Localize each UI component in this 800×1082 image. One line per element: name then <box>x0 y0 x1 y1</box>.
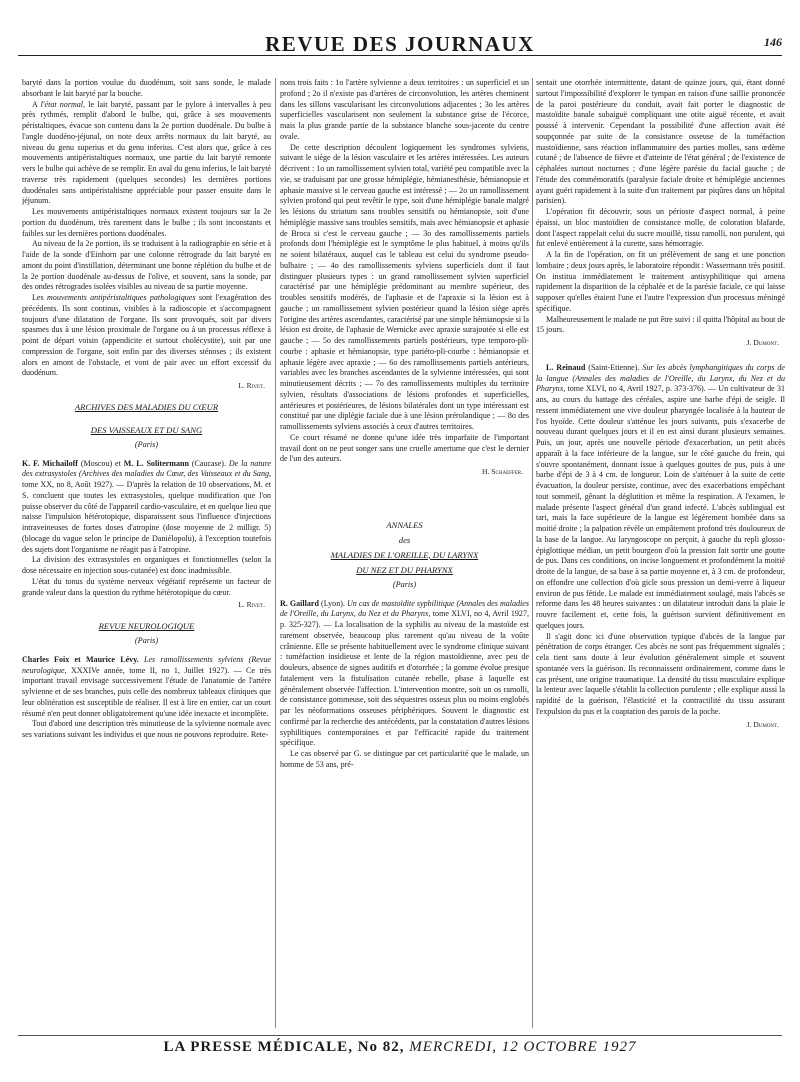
section-subheading: (Paris) <box>392 579 417 589</box>
paragraph: L'état du tonus du système nerveux végétatif représente un facteur de grande valeur dans la question du rythme hétérotopique du cœur. <box>22 576 271 597</box>
article-abstract: L. Reinaud (Saint-Etienne). Sur les abcès lymphangitiques du corps de la langue (Annales des maladies de l'Oreille, du Larynx, du Nez et du Pharynx, tome XLVI, no 4, Avril 1927, p. 373-376). — Un cultivateur de 31 ans, au cours du battage des céréales, aspire une barbe d'épi de seigle. Il ressent immédiatement une vive douleur pharyngée localisée à la hauteur de l'os hyoïde. Cette douleur s'atténue les jours suivants, puis s'exacerbe de nouveau durant quelques jours et il en est ainsi durant plusieurs semaines. Puis, un jour, après une nouvelle période d'exacerbation, un petit abcès apparaît à la face inférieure de la langue, sur le côté gauche du frein, qui s'ouvre spontanément, donnant issue à quelques gouttes de pus, puis à une barbe d'épi de 3 à 4 cm. de longueur. Loin de s'atténuer à la suite de cette évacuation, la douleur persiste, continue, avec des exacerbations empêchant tout sommeil, gênant la déglutition et même la respiration. A l'examen, le malade présente l'aspect général d'un grand infecté. L'abcès sublingual est tari, mais la face supérieure de la langue est légèrement bombée dans sa moitié droite ; la palpation révèle un empâtement profond très douloureux de la base de la langue. Au laryngoscope on perçoit, à gauche du repli glosso-épiglottique médian, un petit bourgeon d'où la pression fait sortir une goutte de pus. Dans ces conditions, on incise longuement et profondément la moitié droite de la langue, de sa base à sa partie moyenne et, à 3 cm. de profondeur, on effondre une collection d'où gicle sous pression un demi-verre à liqueur environ de pus fétide. Le malade est immédiatement soulagé, mais l'abcès se reforme dans les 48 heures suivantes : un dilatateur introduit dans la plaie le rouvre facilement et, cette fois, la guérison survient définitivement en quelques jours. <box>536 362 785 630</box>
section-subheading: (Paris) <box>134 439 159 449</box>
page-number: 146 <box>764 35 782 49</box>
paragraph: La division des extrasystoles en organiques et fonctionnelles (selon la dose nécessaire en injection sous-cutanée) est donc inadmissible. <box>22 555 271 575</box>
paragraph: Les mouvements antipéristaltiques pathologiques sont l'exagération des précédents. Ils sont continus, visibles à la radioscopie et s'accompagnent toujours d'une dilatation de l'organe. Ils sont provoqués, soit par divers spasmes dus à une lésion proximale de l'organe ou à un processus réflexe à point de départ voisin (appendicite et surtout cholécystite), soit par une compression de l'organe, soit enfin par des diverses sténoses ; ils existent alors en amont de l'obstacle, et vont de pair avec un effort excessif du duodénum. <box>22 293 271 378</box>
author-signature: L. Rivet. <box>238 600 265 610</box>
paragraph: sentait une otorrhée intermittente, datant de quinze jours, qui, étant donné surtout l'impossibilité d'explorer le tympan en raison d'une saillie prononcée de la paroi postérieure du conduit, avait fait porter le diagnostic de mastoïdite banale subaiguë compliquant une otite aiguë récente, et avait poussé à intervenir. Cependant la possibilité d'une affection avait été soupçonnée par suite de la consistance osseuse de la tuméfaction mastoïdienne, sans réaction inflammatoire des parties molles, sans œdème cutané ; de l'absence de fièvre et d'atteinte de l'état général ; de l'existence de céphalées surtout nocturnes ; d'une légère parésie du facial gauche ; de l'étude des commémoratifs (paralysie faciale droite et hémiplégie anciennes ayant guéri rapidement à la suite d'un traitement par piqûres dans un hôpital parisien). <box>536 78 785 206</box>
article-abstract: Charles Foix et Maurice Lévy. Les ramollissements sylviens (Revue neurologique, XXXIVe année, tome II, no 1, Juillet 1927). — Ce très important travail envisage successivement l'étude de l'anatomie de l'artère sylvienne et de ses branches, puis celle des nombreux tableaux cliniques que leur oblitération est susceptible de réaliser. Il est à lire en entier, car un court résumé n'en peut donner obligatoirement qu'une idée inexacte et incomplète. <box>22 654 271 718</box>
column-left <box>22 78 271 1028</box>
page-title: REVUE DES JOURNAUX <box>265 32 535 56</box>
page-header <box>18 30 782 56</box>
paragraph: Ce court résumé ne donne qu'une idée très imparfaite de l'important travail dont on ne peut songer sans une cruelle amertume que c'est le dernier de l'un des auteurs. <box>280 432 529 464</box>
section-heading: DES VAISSEAUX ET DU SANG <box>90 424 203 435</box>
paragraph: Il s'agit donc ici d'une observation typique d'abcès de la langue par pénétration de corps étranger. Ces abcès ne sont pas fréquemment signalés ; cela tient sans doute à leur évolution généralement simple et souvent spontanée vers la guérison. Ils reconnaissent ordinairement, comme dans le cas présent, une origine traumatique. La densité du tissu musculaire explique la lenteur avec laquelle s'établit la collection purulente ; elle explique aussi la rapidité de la guérison, l'élasticité et la contractilité du tissu assurant l'expulsion du pus et la coaptation des parois de la poche. <box>536 631 785 716</box>
paragraph: Les mouvements antipéristaltiques normaux existent toujours sur la 2e portion du duodénum, très rarement dans le bulbe ; ils sont inconstants et faibles sur les dernières portions duodénales. <box>22 207 271 238</box>
paragraph: Le cas observé par G. se distingue par cet particularité que le malade, un homme de 53 ans, pré- <box>280 749 529 769</box>
paragraph: A l'état normal, le lait baryté, passant par le pylore à intervalles à peu près rythmés, remplit d'abord le bulbe, qui, grâce à ses mouvements péristaltiques, évacue son contenu dans la 2e portion duodénale. Du bulbe à l'angle duodéno-jéjunal, on note deux arrêts normaux du lait baryté, au niveau du genu superius et du genu inferius. C'est alors que, grâce à ces mouvements antipéristaltiques normaux, une partie du lait baryté remonte vers le bulbe qui achève de se remplir. En aval du genu inferius, le lait baryté traverse très rapidement (quelques secondes) les dernières portions duodénales sans antipéristaltisme appréciable pour passer ensuite dans le jéjunum. <box>22 99 271 206</box>
author-signature: J. Dumont. <box>746 719 779 729</box>
section-heading: MALADIES DE L'OREILLE, DU LARYNX <box>330 549 479 560</box>
column-middle <box>280 78 529 1028</box>
column-right <box>536 78 785 1028</box>
paragraph: L'opération fit découvrir, sous un périoste d'aspect normal, à peine épaissi, un bloc mastoïdien de consistance molle, de coloration blafarde, dont l'aspect rappelait celui du sucre mouillé, tissu ramolli, non purulent, qui fut enlevé entièrement à la curette, sans hémorragie. <box>536 207 785 249</box>
paragraph: nons trois faits : 1o l'artère sylvienne a deux territoires : un superficiel et un profond ; 2o il n'existe pas d'artères de circonvolution, les artères cheminent dans les sillons vascularisant les circonvolutions adjacentes ; 3o les artères superficielles vascularisent non seulement la substance grise de l'écorce, mais la plus grande partie de la substance blanche sous-jacente du centre ovale. <box>280 78 529 141</box>
article-abstract: K. F. Michailoff (Moscou) et M. L. Solitermann (Caucase). De la nature des extrasystoles (Archives des maladies du Cœur, des Vaisseaux et du Sang, tome XX, no 8, Août 1927). — D'après la relation de 10 observations, M. et S. concluent que toutes les extrasystoles, quelque modification que l'on puisse observer du côté de l'appareil cardio-vasculaire, et en quelque lieu que naisse l'impulsion hétérotopique, disparaissent sous l'influence d'injections intraveineuses de fortes doses d'atropine (dose moyenne de 2 milligr. 5) (blocage du vague selon le principe de Daniélopolu), à l'exception toutefois des sujets dont l'organisme ne réagit pas à l'atropine. <box>22 458 271 554</box>
paragraph: baryté dans la portion voulue du duodénum, soit sans sonde, le malade absorbant le lait baryté par la bouche. <box>22 78 271 98</box>
text-columns <box>22 78 785 1028</box>
paragraph: A la fin de l'opération, on fit un prélèvement de sang et une ponction lombaire ; deux jours après, le laboratoire répondit : Wassermann très positif. On institua immédiatement le traitement antisyphilitique qui amena rapidement la disparition de la céphalée et de la parésie faciale, ce qui laisse supposer qu'elles étaient l'une et l'autre l'expression d'un processus méningé spécifique. <box>536 250 785 313</box>
footer-date: MERCREDI, 12 OCTOBRE 1927 <box>409 1039 637 1055</box>
paragraph: Au niveau de la 2e portion, ils se traduisent à la radiographie en série et à l'aide de la sonde d'Einhorn par une colonne rétrograde du lait baryté en amont du point d'instillation, déterminant une bonne réplétion du bulbe et de la 2e portion duodénale au-dessus de l'olive, et souvent, sans la sonde, par des ondes rétrogrades isolées visibles au niveau de sa partie moyenne. <box>22 239 271 292</box>
author-signature: L. Rivet. <box>238 381 265 390</box>
column-divider <box>275 78 276 1028</box>
section-heading: REVUE NEUROLOGIQUE <box>98 621 195 631</box>
author-signature: H. Schaeffer. <box>482 467 523 476</box>
footer-journal: LA PRESSE MÉDICALE, No 82, <box>163 1039 405 1055</box>
section-heading: des <box>398 534 411 545</box>
column-divider <box>532 78 533 1028</box>
article-abstract: R. Gaillard (Lyon). Un cas de mastoïdite syphilitique (Annales des maladies de l'Oreille, du Larynx, du Nez et du Pharynx, tome XLVI, no 4, Avril 1927, p. 325-327). — La localisation de la syphilis au niveau de la mastoïde est rarement observée, beaucoup plus rarement qu'au niveau de la voûte crânienne. Elle se présente habituellement avec le syndrome clinique suivant : tuméfaction insidieuse et lente de la région mastoïdienne, avec peu de douleurs, absence de signes auditifs et d'otorrhée ; la gomme évolue presque fatalement vers la fistulisation cutanée rebelle, phase à laquelle est généralement observée l'affection. L'intervention montre, soit un os ramolli, de consistance gommeuse, soit des séquestres osseux plus ou moins englobés par les néoformations osseuses périphériques. Souvent le diagnostic est confirmé par la recherche des antécédents, par la constatation d'autres lésions syphilitiques contemporaines et par l'efficacité rapide du traitement spécifique. <box>280 598 529 748</box>
section-heading: ANNALES <box>386 519 423 530</box>
section-subheading: (Paris) <box>134 636 159 645</box>
section-heading: ARCHIVES DES MALADIES DU CŒUR <box>74 401 219 412</box>
author-signature: J. Dumont. <box>746 338 779 347</box>
page-footer <box>18 1035 782 1059</box>
paragraph: Malheureusement le malade ne put être suivi : il quitta l'hôpital au bout de 15 jours. <box>536 314 785 335</box>
footer-text <box>18 1039 782 1056</box>
footer-rule <box>18 1035 782 1036</box>
paragraph: De cette description découlent logiquement les syndromes sylviens, suivant le siège de la lésion vasculaire et les artères intéressées. Les auteurs décrivent : 1o un ramollissement sylvien total, variété peu compatible avec la vie, se traduisant par une grosse hémiplégie, hémianesthésie, hémianopsie et aphasie massive si le cerveau gauche est intéressé ; — 2o un ramollissement sylvien profond qui peut revêtir le type, soit d'une hémiplégie banale malgré les lésions du striatum sans troubles sensitifs ou hémianopsie, soit d'une hémiplégie massive sans troubles sensitifs, mais avec hémianopsie et aphasie de Broca si c'est le cerveau gauche ; — 3o des ramollissements partiels profonds dont l'hémiplégie est le symptôme le plus habituel, à moins qu'ils ne soient bilatéraux, auquel cas le tableau est celui du syndrome pseudo-bulbaire ; — 4o des ramollissements sylviens superficiels dont il faut distinguer plusieurs types : un grand ramollissement sylvien superficiel caractérisé par une hémiplégie prédominant au membre supérieur, des troubles sensitifs modérés, de l'aphasie et de l'apraxie si la lésion est à gauche ; un ramollissement sylvien postérieur quand la lésion siège après l'origine des artères ascendantes, caractérisé par une simple hémianopsie si la lésion est droite, de l'aphasie de Wernicke avec apraxie surajoutée si elle est gauche ; — 5o des ramollissements partiels postérieurs, type temporo-pli-courbe : aphasie et hémianopsie, type pariéto-pli-courbe : hémianopsie et aphasie légère avec apraxie ; — 6o des ramollissements partiels antérieurs, variables avec les branches ascendantes de la sylvienne intéressées, qui sont minutieusement décrits ; — 7o des ramollissements multiples du territoire sylvien, résultats d'associations de lésions profondes et superficielles, antérieures et postérieures, de lésions bilatérales dont un type intéressant est constitué par une diplégie faciale due à une lésion prérolandique ; — 8o des ramollissements sylviens associés à ceux d'autres territoires. <box>280 142 529 431</box>
paragraph: Tout d'abord une description très minutieuse de la sylvienne normale avec ses variations suivant les individus et que nous ne pouvons reproduire. Rete- <box>22 719 271 739</box>
section-heading: DU NEZ ET DU PHARYNX <box>356 564 453 575</box>
header-rule <box>18 55 782 56</box>
